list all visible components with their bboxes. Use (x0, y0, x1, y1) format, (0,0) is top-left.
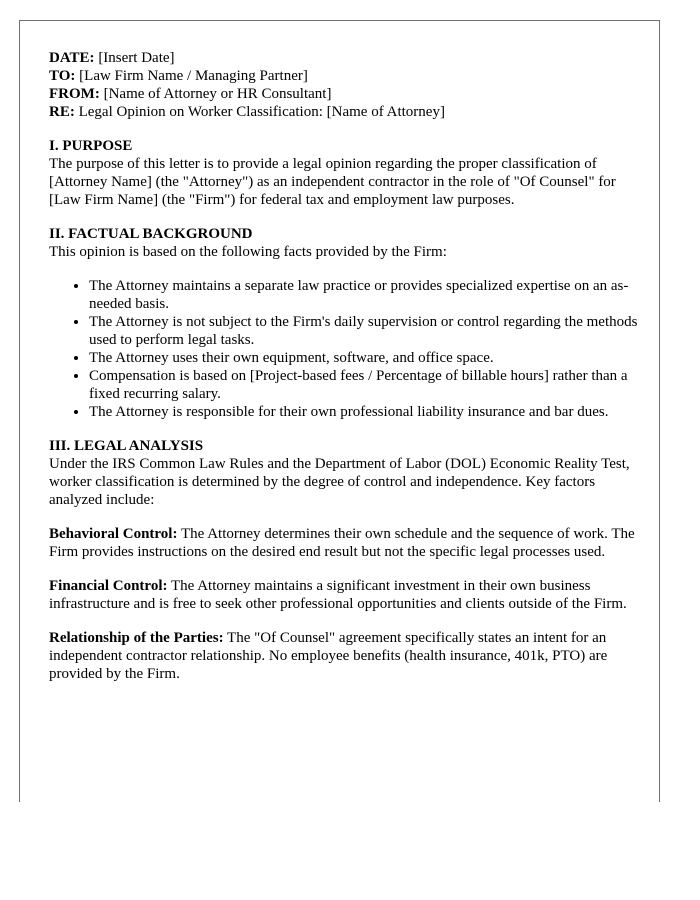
date-label: DATE: (49, 50, 95, 66)
factor-relationship-of-parties (49, 629, 639, 683)
to-line (49, 67, 639, 85)
from-label: FROM: (49, 86, 100, 102)
fact-item: • The Attorney uses their own equipment, software, and office space. (89, 349, 639, 367)
analysis-intro: Under the IRS Common Law Rules and the Department of Labor (DOL) Economic Reality Test, worker classification is determined by the degree of control and independence. Key factors analyzed include: (49, 456, 630, 508)
document-page (19, 20, 660, 802)
re-value: Legal Opinion on Worker Classification: [Name of Attorney] (74, 104, 445, 120)
purpose-paragraph: The purpose of this letter is to provide a legal opinion regarding the proper classification of [Attorney Name] (the "Attorney") as an independent contractor in the role of "Of Counsel" for [Law Firm Name] (the "Firm") for federal tax and employment law purposes. (49, 156, 616, 208)
from-value: [Name of Attorney or HR Consultant] (99, 86, 332, 102)
factor-behavioral-control (49, 525, 639, 561)
purpose-heading: I. PURPOSE (49, 138, 133, 154)
facts-list (49, 277, 639, 421)
to-label: TO: (49, 68, 76, 84)
to-value: [Law Firm Name / Managing Partner] (75, 68, 308, 84)
factor-label: Relationship of the Parties: (49, 630, 224, 646)
from-line (49, 85, 639, 103)
analysis-heading: III. LEGAL ANALYSIS (49, 438, 204, 454)
letter-content (49, 49, 639, 699)
factor-label: Behavioral Control: (49, 526, 178, 542)
factor-label: Financial Control: (49, 578, 168, 594)
fact-item: • The Attorney maintains a separate law practice or provides specialized expertise on an as-needed basis. (89, 277, 639, 313)
re-line (49, 103, 639, 121)
date-line (49, 49, 639, 67)
re-label: RE: (49, 104, 75, 120)
date-value: [Insert Date] (94, 50, 175, 66)
background-heading: II. FACTUAL BACKGROUND (49, 226, 253, 242)
factor-text: The Attorney determines their own schedule and the sequence of work. The Firm provides instructions on the desired end result but not the specific legal processes used. (49, 526, 635, 560)
factor-text: The Attorney maintains a significant investment in their own business infrastructure and is free to seek other professional opportunities and clients outside of the Firm. (49, 578, 627, 612)
letter-header (49, 67, 639, 121)
fact-item: • The Attorney is not subject to the Firm's daily supervision or control regarding the methods used to perform legal tasks. (89, 313, 639, 349)
factor-financial-control (49, 577, 639, 613)
factor-text: The "Of Counsel" agreement specifically states an intent for an independent contractor relationship. No employee benefits (health insurance, 401k, PTO) are provided by the Firm. (49, 630, 608, 682)
fact-item: • Compensation is based on [Project-based fees / Percentage of billable hours] rather than a fixed recurring salary. (89, 367, 639, 403)
background-intro: This opinion is based on the following facts provided by the Firm: (49, 244, 447, 260)
fact-item: • The Attorney is responsible for their own professional liability insurance and bar dues. (89, 403, 639, 421)
